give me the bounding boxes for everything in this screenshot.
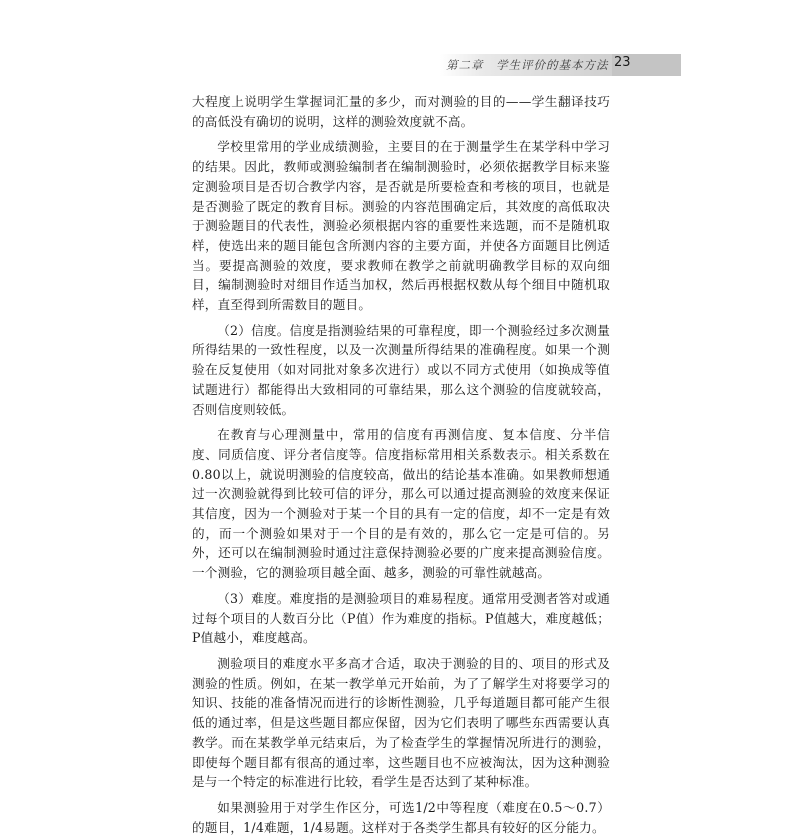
paragraph-difficulty-level: 测验项目的难度水平多高才合适，取决于测验的目的、项目的形式及测验的性质。例如，在某一教学单元开始前，为了了解学生对将要学习的知识、技能的准备情况而进行的诊断性测验，几乎每道题目都可能产生很低的通过率，但是这些题目都应保留，因为它们表明了哪些东西需要认真教学。而在某教学单元结束后，为了检查学生的掌握情况所进行的测验，即使每个题目都有很高的通过率，这些题目也不应被淘汰，因为这种测验是与一个特定的标准进行比较，看学生是否达到了某种标准。 (192, 655, 610, 790)
page-number: 23 (614, 55, 631, 70)
page-number-box (612, 54, 681, 76)
paragraph-achievement-test: 学校里常用的学业成绩测验，主要目的在于测量学生在某学科中学习的结果。因此，教师或测验编制者在编制测验时，必须依据教学目标来鉴定测验项目是否切合教学内容，是否就是所要检查和考核的项目，也就是是否测验了既定的教育目标。测验的内容范围确定后，其效度的高低取决于测验题目的代表性，测验必须根据内容的重要性来选题，而不是随机取样，使选出来的题目能包含所测内容的主要方面，并使各方面题目比例适当。要提高测验的效度，要求教师在教学之前就明确教学目标的双向细目，编制测验时对细目作适当加权，然后再根据权数从每个细目中随机取样，直至得到所需数目的题目。 (192, 139, 610, 313)
paragraph-reliability: （2）信度。信度是指测验结果的可靠程度，即一个测验经过多次测量所得结果的一致性程度，以及一次测量所得结果的准确程度。如果一个测验在反复使用（如对同批对象多次进行）或以不同方式使用（如换成等值试题进行）都能得出大致相同的可靠结果，那么这个测验的信度就较高，否则信度则较低。 (192, 322, 610, 417)
chapter-title: 第二章 学生评价的基本方法 (446, 58, 609, 72)
paragraph-continuation: 大程度上说明学生掌握词汇量的多少，而对测验的目的——学生翻译技巧的高低没有确切的说明，这样的测验效度就不高。 (192, 94, 610, 129)
header-band (440, 54, 612, 76)
body-text (192, 92, 610, 840)
paragraph-discrimination: 如果测验用于对学生作区分，可选1/2中等程度（难度在0.5～0.7）的题目，1/4难题，1/4易题。这样对于各类学生都具有较好的区分能力。 (192, 799, 610, 835)
running-header (440, 54, 681, 76)
paragraph-reliability-types: 在教育与心理测量中，常用的信度有再测信度、复本信度、分半信度、同质信度、评分者信度等。信度指标常用相关系数表示。相关系数在0.80以上，就说明测验的信度较高，做出的结论基本准确。如果教师想通过一次测验就得到比较可信的评分，那么可以通过提高测验的效度来保证其信度，因为一个测验对于某一个目的具有一定的信度，却不一定是有效的，而一个测验如果对于一个目的是有效的，那么它一定是可信的。另外，还可以在编制测验时通过注意保持测验必要的广度来提高测验信度。一个测验，它的测验项目越全面、越多，测验的可靠性就越高。 (192, 427, 610, 581)
paragraph-difficulty: （3）难度。难度指的是测验项目的难易程度。通常用受测者答对或通过每个项目的人数百分比（P值）作为难度的指标。P值越大，难度越低；P值越小，难度越高。 (192, 590, 610, 646)
